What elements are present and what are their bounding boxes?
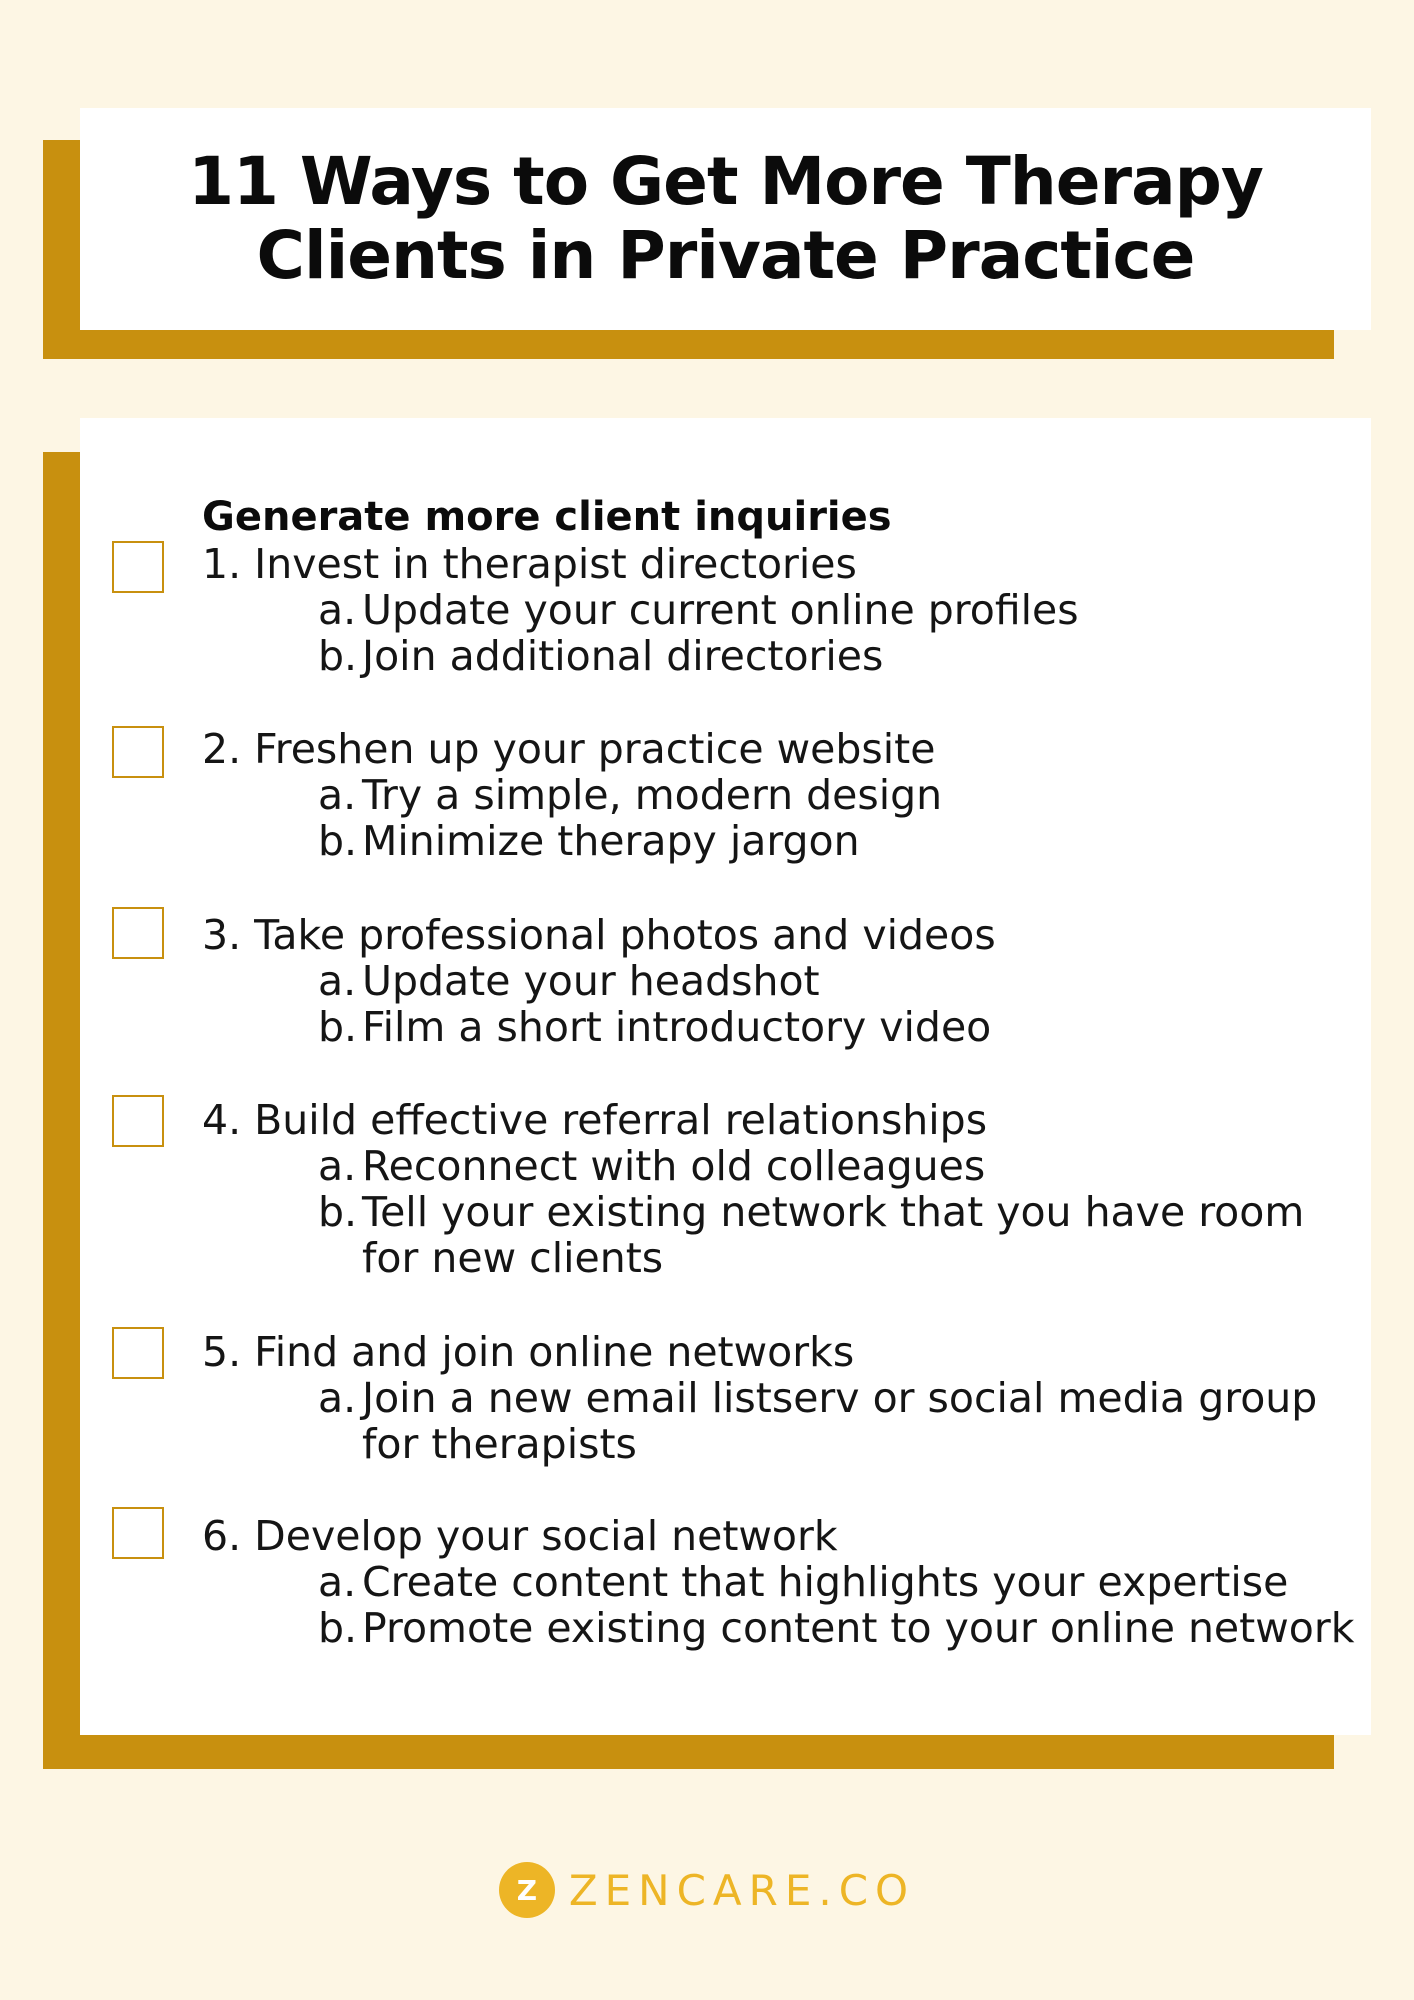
sub-marker: a. bbox=[318, 957, 357, 1005]
sub-marker: b. bbox=[318, 1003, 358, 1051]
sub-marker: a. bbox=[318, 1142, 357, 1190]
sub-text: Try a simple, modern design bbox=[362, 771, 943, 819]
sub-marker: b. bbox=[318, 1188, 358, 1236]
sub-text: Minimize therapy jargon bbox=[362, 817, 860, 865]
zencare-logo[interactable] bbox=[0, 1860, 1414, 1920]
sub-marker: b. bbox=[318, 1604, 358, 1652]
sub-text: Promote existing content to your online network bbox=[362, 1604, 1355, 1652]
item-label-3: 3. Take professional photos and videos bbox=[202, 911, 996, 959]
sub-item-2b bbox=[318, 818, 1358, 864]
sub-text: Film a short introductory video bbox=[362, 1003, 992, 1051]
sub-marker: a. bbox=[318, 771, 357, 819]
sub-item-6b bbox=[318, 1605, 1358, 1651]
sub-item-5a bbox=[318, 1375, 1358, 1467]
sub-text: Join additional directories bbox=[362, 632, 884, 680]
sub-item-3b bbox=[318, 1004, 1358, 1050]
sub-item-1b bbox=[318, 633, 1358, 679]
sub-marker: a. bbox=[318, 1374, 357, 1422]
page-title bbox=[188, 145, 1263, 293]
checkbox-5[interactable] bbox=[112, 1327, 164, 1379]
page-title-line-1: 11 Ways to Get More Therapy bbox=[188, 143, 1263, 220]
checkbox-6[interactable] bbox=[112, 1507, 164, 1559]
sub-item-1a bbox=[318, 587, 1358, 633]
sub-item-4a bbox=[318, 1143, 1358, 1189]
sub-text: Update your current online profiles bbox=[362, 586, 1079, 634]
item-label-6: 6. Develop your social network bbox=[202, 1512, 838, 1560]
sub-marker: b. bbox=[318, 817, 358, 865]
sub-item-2a bbox=[318, 772, 1358, 818]
checkbox-4[interactable] bbox=[112, 1095, 164, 1147]
section-heading: Generate more client inquiries bbox=[202, 494, 892, 540]
sub-text: Reconnect with old colleagues bbox=[362, 1142, 986, 1190]
sub-text: Update your headshot bbox=[362, 957, 820, 1005]
sub-marker: a. bbox=[318, 1558, 357, 1606]
sub-text: Join a new email listserv or social media group for therapists bbox=[362, 1374, 1318, 1468]
sub-marker: b. bbox=[318, 632, 358, 680]
sub-text: Tell your existing network that you have room for new clients bbox=[362, 1188, 1305, 1282]
checkbox-2[interactable] bbox=[112, 726, 164, 778]
zencare-logo-icon: Z bbox=[499, 1862, 555, 1918]
sub-item-3a bbox=[318, 958, 1358, 1004]
item-label-1: 1. Invest in therapist directories bbox=[202, 540, 857, 588]
page-title-line-2: Clients in Private Practice bbox=[256, 217, 1195, 294]
zencare-logo-text: ZENCARE.CO bbox=[568, 1865, 916, 1915]
checkbox-3[interactable] bbox=[112, 907, 164, 959]
item-label-2: 2. Freshen up your practice website bbox=[202, 725, 936, 773]
checkbox-1[interactable] bbox=[112, 541, 164, 593]
item-label-4: 4. Build effective referral relationships bbox=[202, 1096, 988, 1144]
sub-item-6a bbox=[318, 1559, 1358, 1605]
item-label-5: 5. Find and join online networks bbox=[202, 1328, 855, 1376]
sub-marker: a. bbox=[318, 586, 357, 634]
sub-text: Create content that highlights your expertise bbox=[362, 1558, 1289, 1606]
sub-item-4b bbox=[318, 1189, 1358, 1281]
title-card bbox=[80, 108, 1371, 330]
